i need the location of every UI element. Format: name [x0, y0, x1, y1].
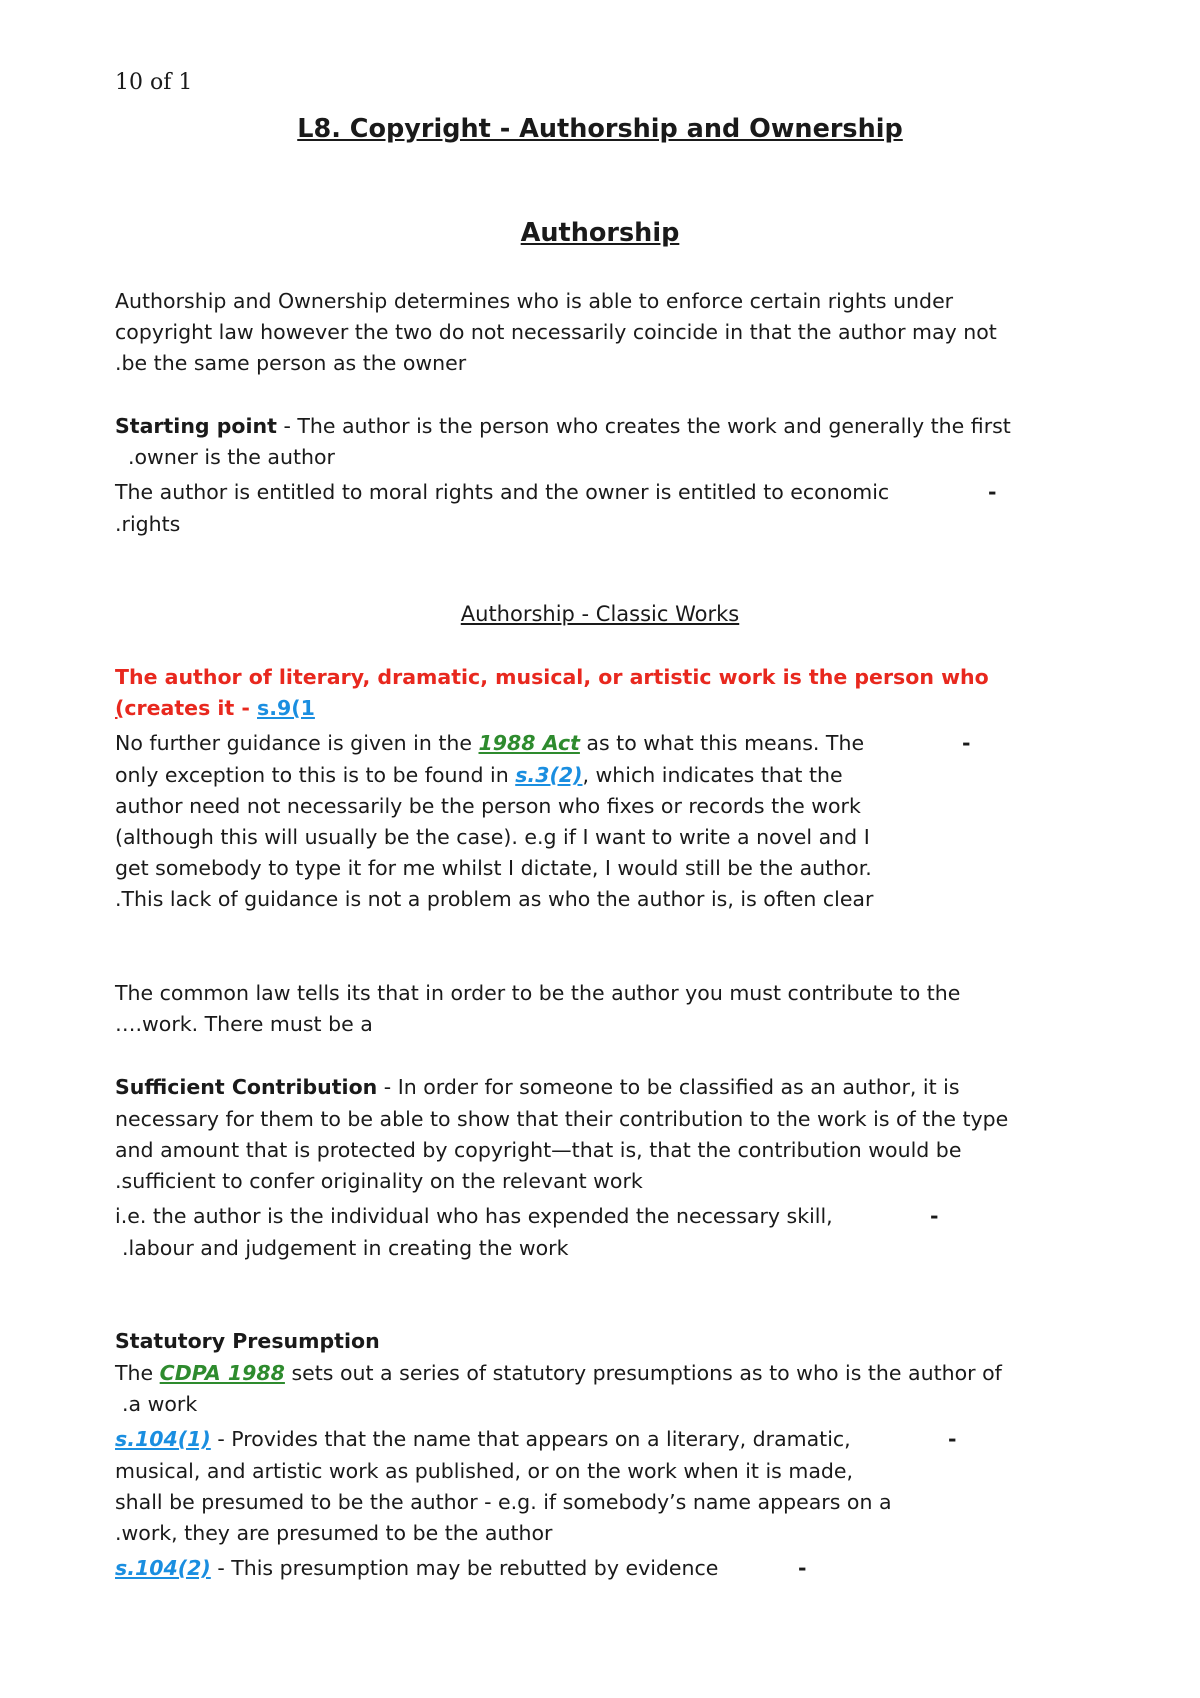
heading-authorship: Authorship [520, 218, 680, 248]
s104-1-line-3: shall be presumed to be the author - e.g. if somebody’s name appears on a [115, 1490, 892, 1514]
sufficient-line-4: .sufficient to confer originality on the relevant work [115, 1169, 643, 1193]
bullet-dash: - [962, 731, 971, 755]
no-guidance-line-5: get somebody to type it for me whilst I dictate, I would still be the author. [115, 856, 872, 880]
heading-classic-works: Authorship - Classic Works [460, 602, 740, 626]
no-guidance-text-1: No further guidance is given in the [115, 731, 479, 755]
s104-1-line-4: .work, they are presumed to be the author [115, 1521, 553, 1545]
no-guidance-text-2: as to what this means. The [579, 731, 865, 755]
statutory-text-2: sets out a series of statutory presumptions as to who is the author of [284, 1361, 1002, 1385]
no-guidance-line-4: (although this will usually be the case). e.g if I want to write a novel and I [115, 825, 870, 849]
s104-2-text: - This presumption may be rebutted by evidence [210, 1556, 719, 1580]
common-law-line-1: The common law tells its that in order to be the author you must contribute to the [115, 981, 961, 1005]
sufficient-line-1 [115, 1075, 960, 1099]
statutory-line-1 [115, 1361, 1002, 1385]
s104-1-line-1 [115, 1427, 851, 1451]
classic-rule-paren: ( [115, 696, 125, 720]
s104-1-text: - Provides that the name that appears on a literary, dramatic, [210, 1427, 851, 1451]
moral-rights-line-2: .rights [115, 512, 181, 536]
no-guidance-line-6: .This lack of guidance is not a problem as who the author is, is often clear [115, 887, 874, 911]
statutory-text-1: The [115, 1361, 160, 1385]
classic-rule-line-2 [115, 696, 315, 720]
starting-point-label: Starting point [115, 414, 277, 438]
bullet-dash: - [948, 1427, 957, 1451]
bullet-dash: - [988, 480, 997, 504]
link-1988-act[interactable]: 1988 Act [478, 731, 580, 755]
no-guidance-line-3: author need not necessarily be the person who fixes or records the work [115, 794, 861, 818]
sufficient-text-1: - In order for someone to be classified as an author, it is [377, 1075, 960, 1099]
s104-2-line [115, 1556, 718, 1580]
no-guidance-text-3: only exception to this is to be found in [115, 763, 516, 787]
sufficient-line-3: and amount that is protected by copyright—that is, that the contribution would be [115, 1138, 962, 1162]
intro-line-2: copyright law however the two do not necessarily coincide in that the author may not [115, 320, 997, 344]
intro-line-3: .be the same person as the owner [115, 351, 467, 375]
page-number: 10 of 1 [115, 70, 193, 95]
starting-point-line-1 [115, 414, 1011, 438]
classic-rule-line-1: The author of literary, dramatic, musical, or artistic work is the person who [115, 665, 989, 689]
document-title: L8. Copyright - Authorship and Ownership [297, 114, 903, 144]
link-cdpa-1988[interactable]: CDPA 1988 [159, 1361, 285, 1385]
sufficient-line-2: necessary for them to be able to show that their contribution to the work is of the type [115, 1107, 1009, 1131]
sufficient-ie-line-2: .labour and judgement in creating the work [122, 1236, 569, 1260]
link-s104-1[interactable]: s.104(1) [115, 1427, 211, 1451]
common-law-line-2: ….work. There must be a [115, 1012, 373, 1036]
link-s9-1[interactable]: s.9(1 [257, 696, 315, 720]
no-guidance-line-2 [115, 763, 843, 787]
starting-point-text: - The author is the person who creates the work and generally the first [276, 414, 1011, 438]
statutory-line-2: .a work [122, 1392, 198, 1416]
statutory-heading: Statutory Presumption [115, 1329, 380, 1353]
starting-point-line-2: .owner is the author [128, 445, 335, 469]
intro-line-1: Authorship and Ownership determines who is able to enforce certain rights under [115, 289, 954, 313]
no-guidance-line-1 [115, 731, 864, 755]
link-s3-2[interactable]: s.3(2) [515, 763, 583, 787]
classic-rule-text: creates it - [124, 696, 258, 720]
bullet-dash: - [930, 1204, 939, 1228]
moral-rights-line-1: The author is entitled to moral rights and the owner is entitled to economic [115, 480, 890, 504]
sufficient-label: Sufficient Contribution [115, 1075, 378, 1099]
s104-1-line-2: musical, and artistic work as published, or on the work when it is made, [115, 1459, 854, 1483]
no-guidance-text-4: , which indicates that the [582, 763, 843, 787]
sufficient-ie-line-1: i.e. the author is the individual who has expended the necessary skill, [115, 1204, 833, 1228]
bullet-dash: - [798, 1556, 807, 1580]
link-s104-2[interactable]: s.104(2) [115, 1556, 211, 1580]
